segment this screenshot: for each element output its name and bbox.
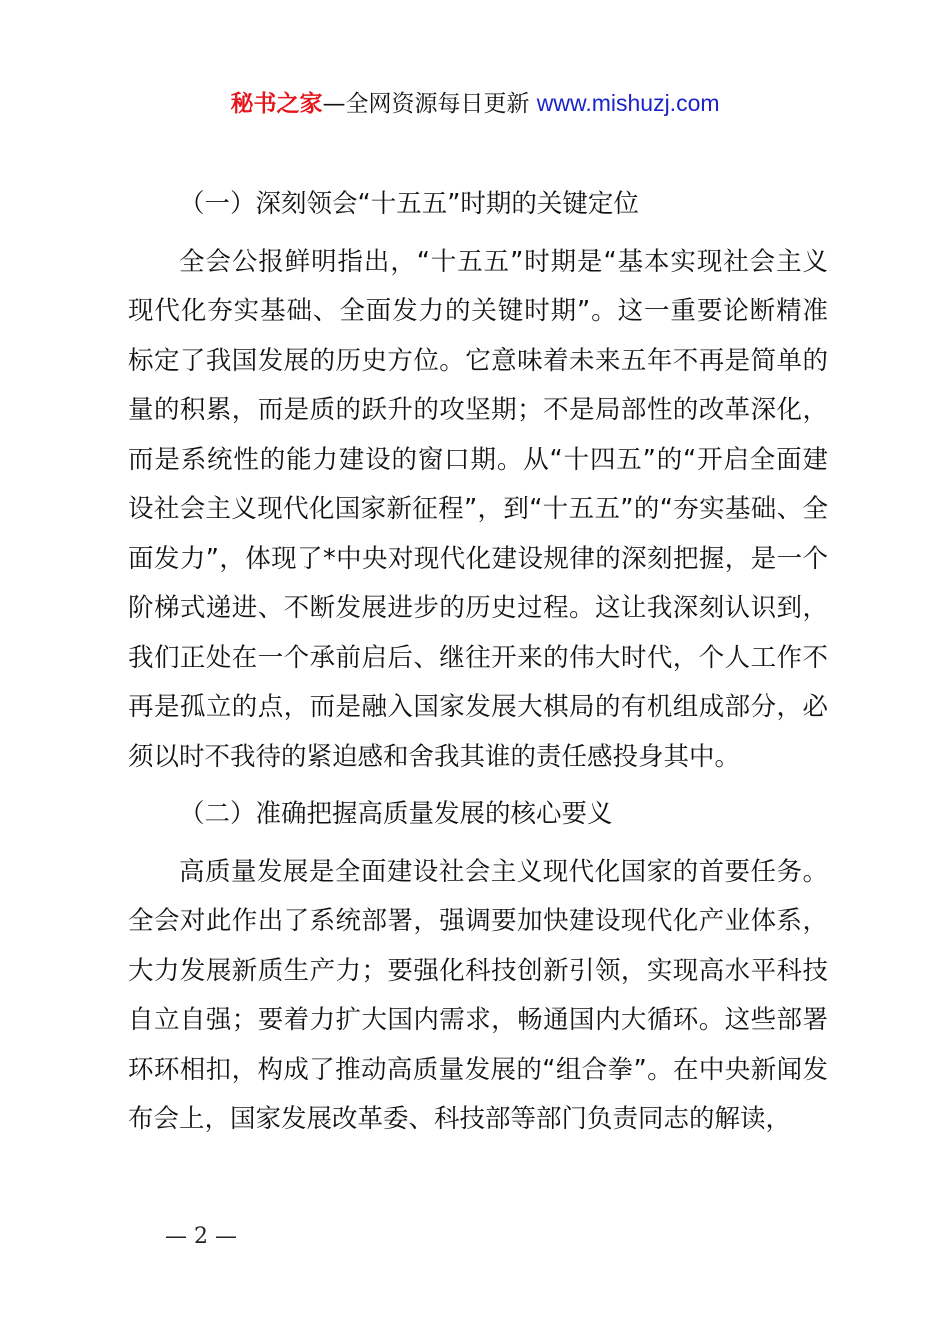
brand-name: 秘书之家 xyxy=(230,91,323,117)
section-heading-2: （二）准确把握高质量发展的核心要义 xyxy=(179,799,613,829)
section-heading-1: （一）深刻领会“十五五”时期的关键定位 xyxy=(179,189,639,219)
site-banner xyxy=(0,86,950,121)
page-number: — 2 — xyxy=(165,1224,237,1249)
section-paragraph-2: 高质量发展是全面建设社会主义现代化国家的首要任务。全会对此作出了系统部署，强调要加快建设现代化产业体系，大力发展新质生产力；要强化科技创新引领，实现高水平科技自立自强；要着力扩大国内需求，畅通国内大循环。这些部署环环相扣，构成了推动高质量发展的“组合拳”。在中央新闻发布会上，国家发展改革委、科技部等部门负责同志的解读， xyxy=(128,856,828,1134)
banner-tagline: —全网资源每日更新 xyxy=(322,91,537,117)
section-paragraph-1: 全会公报鲜明指出，“十五五”时期是“基本实现社会主义现代化夯实基础、全面发力的关键时期”。这一重要论断精准标定了我国发展的历史方位。它意味着未来五年不再是简单的量的积累，而是质的跃升的攻坚期；不是局部性的改革深化，而是系统性的能力建设的窗口期。从“十四五”的“开启全面建设社会主义现代化国家新征程”，到“十五五”的“夯实基础、全面发力”，体现了*中央对现代化建设规律的深刻把握，是一个阶梯式递进、不断发展进步的历史过程。这让我深刻认识到，我们正处在一个承前启后、继往开来的伟大时代，个人工作不再是孤立的点，而是融入国家发展大棋局的有机组成部分，必须以时不我待的紧迫感和舍我其谁的责任感投身其中。 xyxy=(128,246,828,772)
document-body xyxy=(128,180,828,1153)
site-url-link[interactable]: www.mishuzj.com xyxy=(536,90,720,116)
